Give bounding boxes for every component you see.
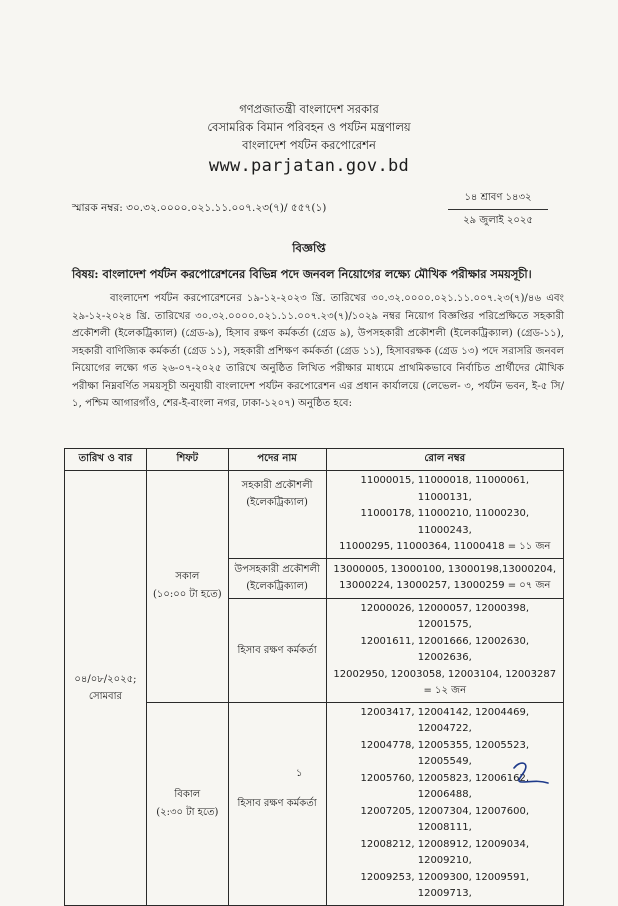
- memo-dates: [448, 188, 548, 233]
- cell-rolls: 12003417, 12004142, 12004469, 12004722, 12004778, 12005355, 12005523, 12005549, 12005760, 12005823, 12006162, 12006488, 12007205, 12007304, 12007600, 12008111, 12008212, 12008912, 12009034, 12009210, 12009253, 12009300, 12009591, 12009713,: [326, 702, 563, 905]
- cell-shift-morning: সকাল (১০:০০ টা হতে): [146, 471, 228, 703]
- header-government: গণপ্রজাতন্ত্রী বাংলাদেশ সরকার: [239, 102, 379, 116]
- page-number: ১: [296, 768, 303, 779]
- header-ministry: বেসামরিক বিমান পরিবহন ও পর্যটন মন্ত্রণালয়: [207, 120, 411, 134]
- cell-rolls: 13000005, 13000100, 13000198,13000204, 13000224, 13000257, 13000259 = ০৭ জন: [326, 558, 563, 598]
- header-date-day: তারিখ ও বার: [65, 449, 147, 471]
- date-english: ২৯ জুলাই ২০২৫: [463, 215, 533, 226]
- cell-post: উপসহকারী প্রকৌশলী (ইলেকট্রিক্যাল): [228, 558, 326, 598]
- cell-post: সহকারী প্রকৌশলী (ইলেকট্রিক্যাল): [228, 471, 326, 559]
- cell-rolls: 11000015, 11000018, 11000061, 11000131, 11000178, 11000210, 11000230, 11000243, 11000295, 11000364, 11000418 = ১১ জন: [326, 471, 563, 559]
- cell-shift-afternoon: বিকাল (২:৩০ টা হতে): [146, 702, 228, 905]
- table-row: [65, 471, 564, 559]
- header-roll-number: রোল নম্বর: [326, 449, 563, 471]
- cell-date: ০৪/০৮/২০২৫; সোমবার: [65, 471, 147, 906]
- header-organization: বাংলাদেশ পর্যটন করপোরেশন: [242, 138, 376, 152]
- cell-rolls: 12000026, 12000057, 12000398, 12001575, 12001611, 12001666, 12002630, 12002636, 12002950, 12003058, 12003104, 12003287 = ১২ জন: [326, 598, 563, 702]
- header-website: www.parjatan.gov.bd: [208, 156, 410, 176]
- header-shift: শিফট: [146, 449, 228, 471]
- cell-post: হিসাব রক্ষণ কর্মকর্তা: [228, 702, 326, 905]
- date-bangla: ১৪ শ্রাবণ ১৪৩২: [448, 188, 548, 210]
- body-paragraph: বাংলাদেশ পর্যটন করপোরেশনের ১৯-১২-২০২৩ খ্রি. তারিখের ৩০.৩২.০০০০.০২১.১১.০০৭.২৩(৭)/৪৬ এবং ২৯-১২-২০২৪ খ্রি. তারিখের ৩০.৩২.০০০০.০২১.১১.০০৭.২৩(৭)/১০২৯ নম্বর নিয়োগ বিজ্ঞপ্তির পরিপ্রেক্ষিতে সহকারী প্রকৌশলী (ইলেকট্রিক্যাল) (গ্রেড-৯), হিসাব রক্ষণ কর্মকর্তা (গ্রেড ৯), উপসহকারী প্রকৌশলী (ইলেকট্রিক্যাল) (গ্রেড-১১), সহকারী বাণিজ্যিক কর্মকর্তা (গ্রেড ১১), সহকারী প্রশিক্ষণ কর্মকর্তা (গ্রেড ১১), হিসাবরক্ষক (গ্রেড ১৩) পদে সরাসরি জনবল নিয়োগের লক্ষ্যে গত ২৬-০৭-২০২৫ তারিখে অনুষ্ঠিত লিখিত পরীক্ষার মাধ্যমে প্রাথমিকভাবে নির্বাচিত প্রার্থীদের মৌখিক পরীক্ষা নিম্নবর্ণিত সময়সূচী অনুযায়ী বাংলাদেশ পর্যটন করপোরেশন এর প্রধান কার্যালয়ে (লেভেল- ৩, পর্যটন ভবন, ই-৫ সি/১, পশ্চিম আগারগাঁও, শের-ই-বাংলা নগর, ঢাকা-১২০৭) অনুষ্ঠিত হবে:: [72, 293, 564, 409]
- interview-schedule-table: [64, 448, 564, 906]
- letterhead: [0, 100, 618, 178]
- table-header-row: [65, 449, 564, 471]
- signature-initial: [508, 758, 552, 788]
- header-post-name: পদের নাম: [228, 449, 326, 471]
- subject-line: বিষয়: বাংলাদেশ পর্যটন করপোরেশনের বিভিন্ন পদে জনবল নিয়োগের লক্ষ্যে মৌখিক পরীক্ষার সময়সূচী।: [72, 267, 532, 281]
- memo-number: স্মারক নম্বর: ৩০.৩২.০০০০.০২১.১১.০০৭.২৩(৭)/ ৫৫৭(১): [72, 202, 327, 214]
- notice-title: বিজ্ঞপ্তি: [292, 241, 326, 255]
- cell-post: হিসাব রক্ষণ কর্মকর্তা: [228, 598, 326, 702]
